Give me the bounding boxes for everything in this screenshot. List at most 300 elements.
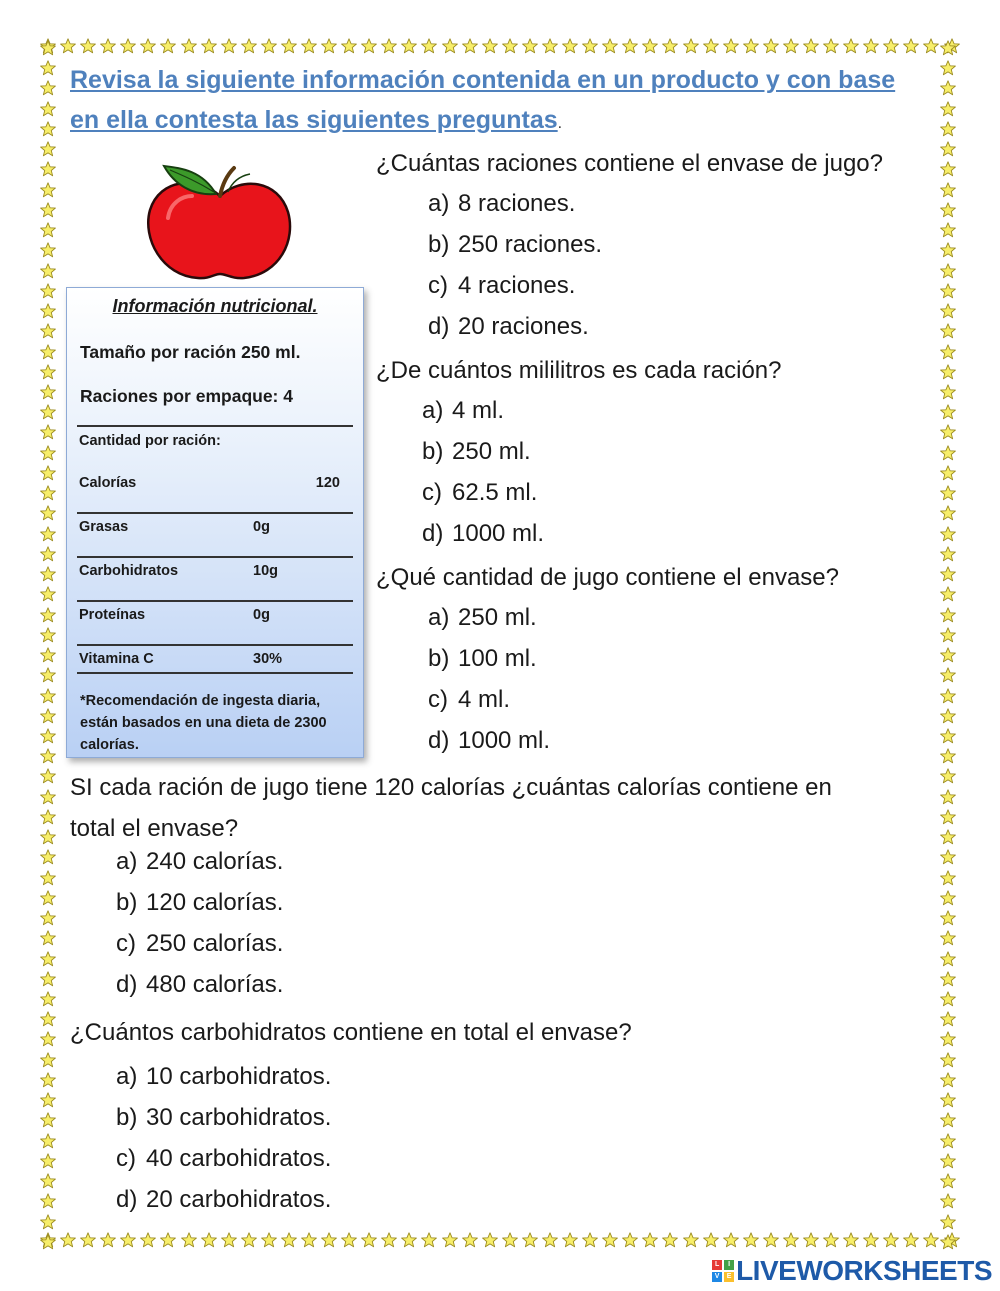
logo-letter: V bbox=[712, 1272, 722, 1282]
star-icon bbox=[783, 1232, 799, 1248]
star-icon bbox=[40, 465, 56, 481]
option-text: 8 raciones. bbox=[458, 190, 576, 217]
question-5-option-a[interactable] bbox=[116, 1063, 331, 1091]
question-4-option-a[interactable] bbox=[116, 848, 283, 876]
star-icon bbox=[823, 1232, 839, 1248]
star-icon bbox=[40, 910, 56, 926]
star-icon bbox=[40, 445, 56, 461]
star-icon bbox=[40, 768, 56, 784]
star-icon bbox=[940, 849, 956, 865]
star-icon bbox=[40, 101, 56, 117]
star-icon bbox=[281, 38, 297, 54]
star-icon bbox=[361, 1232, 377, 1248]
option-letter: c) bbox=[422, 479, 442, 506]
star-icon bbox=[40, 202, 56, 218]
star-icon bbox=[940, 485, 956, 501]
star-icon bbox=[221, 38, 237, 54]
star-icon bbox=[703, 1232, 719, 1248]
star-icon bbox=[940, 627, 956, 643]
question-3-option-a[interactable] bbox=[428, 604, 537, 632]
star-icon bbox=[940, 930, 956, 946]
star-icon bbox=[40, 890, 56, 906]
star-icon bbox=[40, 141, 56, 157]
question-1-option-c[interactable] bbox=[428, 272, 575, 300]
star-icon bbox=[743, 1232, 759, 1248]
star-icon bbox=[843, 1232, 859, 1248]
question-1: ¿Cuántas raciones contiene el envase de jugo? bbox=[376, 150, 883, 177]
star-icon bbox=[763, 38, 779, 54]
question-4: SI cada ración de jugo tiene 120 calorías ¿cuántas calorías contiene en bbox=[70, 774, 832, 801]
star-icon bbox=[40, 566, 56, 582]
star-icon bbox=[743, 38, 759, 54]
star-icon bbox=[883, 38, 899, 54]
star-icon bbox=[442, 1232, 458, 1248]
star-icon bbox=[40, 1173, 56, 1189]
question-5: ¿Cuántos carbohidratos contiene en total el envase? bbox=[70, 1019, 632, 1046]
option-text: 20 raciones. bbox=[458, 313, 589, 340]
star-icon bbox=[261, 38, 277, 54]
star-icon bbox=[940, 667, 956, 683]
star-icon bbox=[940, 202, 956, 218]
label-divider bbox=[77, 556, 353, 558]
option-text: 4 ml. bbox=[452, 397, 505, 424]
star-icon bbox=[221, 1232, 237, 1248]
star-icon bbox=[662, 38, 678, 54]
nutrient-name: Carbohidratos bbox=[79, 563, 179, 579]
star-icon bbox=[940, 910, 956, 926]
question-5-option-d[interactable] bbox=[116, 1186, 331, 1214]
star-icon bbox=[940, 404, 956, 420]
star-icon bbox=[482, 38, 498, 54]
star-icon bbox=[40, 789, 56, 805]
star-icon bbox=[40, 849, 56, 865]
star-icon bbox=[40, 526, 56, 542]
option-text: 30 carbohidratos. bbox=[146, 1104, 332, 1131]
star-icon bbox=[241, 1232, 257, 1248]
option-text: 1000 ml. bbox=[458, 727, 551, 754]
star-icon bbox=[40, 303, 56, 319]
star-icon bbox=[40, 1072, 56, 1088]
star-icon bbox=[100, 1232, 116, 1248]
star-icon bbox=[940, 60, 956, 76]
star-icon bbox=[40, 708, 56, 724]
star-border-bottom bbox=[40, 1232, 960, 1252]
option-text: 40 carbohidratos. bbox=[146, 1145, 332, 1172]
option-text: 480 calorías. bbox=[146, 971, 284, 998]
star-icon bbox=[940, 384, 956, 400]
star-icon bbox=[923, 1232, 939, 1248]
star-icon bbox=[401, 38, 417, 54]
star-icon bbox=[683, 38, 699, 54]
star-icon bbox=[60, 38, 76, 54]
star-icon bbox=[940, 1072, 956, 1088]
star-icon bbox=[201, 38, 217, 54]
star-icon bbox=[361, 38, 377, 54]
question-5-option-b[interactable] bbox=[116, 1104, 331, 1132]
question-1-option-b[interactable] bbox=[428, 231, 602, 259]
nutrient-name: Vitamina C bbox=[79, 651, 154, 667]
apple-icon bbox=[140, 158, 300, 283]
star-icon bbox=[261, 1232, 277, 1248]
nutrient-value: 0g bbox=[253, 607, 270, 623]
liveworksheets-logo[interactable] bbox=[712, 1256, 992, 1286]
question-5-option-c[interactable] bbox=[116, 1145, 331, 1173]
star-icon bbox=[940, 222, 956, 238]
option-letter: c) bbox=[428, 686, 448, 713]
star-icon bbox=[281, 1232, 297, 1248]
star-icon bbox=[562, 38, 578, 54]
star-icon bbox=[940, 182, 956, 198]
star-icon bbox=[863, 38, 879, 54]
star-icon bbox=[40, 728, 56, 744]
star-icon bbox=[940, 546, 956, 562]
star-icon bbox=[940, 971, 956, 987]
question-3: ¿Qué cantidad de jugo contiene el envase? bbox=[376, 564, 839, 591]
star-icon bbox=[502, 1232, 518, 1248]
option-letter: b) bbox=[422, 438, 444, 465]
star-icon bbox=[723, 38, 739, 54]
label-divider bbox=[77, 644, 353, 646]
question-4-line-2: total el envase? bbox=[70, 815, 239, 842]
star-icon bbox=[940, 505, 956, 521]
option-letter: a) bbox=[428, 604, 450, 631]
star-icon bbox=[940, 1214, 956, 1230]
star-icon bbox=[301, 1232, 317, 1248]
option-text: 240 calorías. bbox=[146, 848, 284, 875]
option-text: 1000 ml. bbox=[452, 520, 545, 547]
star-icon bbox=[80, 38, 96, 54]
serving-size: Tamaño por ración 250 ml. bbox=[80, 342, 301, 362]
star-icon bbox=[482, 1232, 498, 1248]
star-icon bbox=[341, 38, 357, 54]
star-icon bbox=[40, 1031, 56, 1047]
nutrient-name: Proteínas bbox=[79, 607, 146, 623]
star-icon bbox=[40, 1214, 56, 1230]
star-icon bbox=[160, 38, 176, 54]
servings-per-package: Raciones por empaque: 4 bbox=[80, 386, 293, 406]
option-text: 10 carbohidratos. bbox=[146, 1063, 332, 1090]
star-icon bbox=[40, 1234, 56, 1250]
star-icon bbox=[40, 1011, 56, 1027]
question-2-option-c[interactable] bbox=[422, 479, 537, 507]
star-icon bbox=[40, 364, 56, 380]
label-divider bbox=[77, 672, 353, 674]
star-icon bbox=[602, 38, 618, 54]
star-border-top bbox=[40, 38, 960, 58]
star-icon bbox=[40, 586, 56, 602]
option-letter: d) bbox=[422, 520, 444, 547]
star-icon bbox=[622, 1232, 638, 1248]
star-icon bbox=[940, 607, 956, 623]
star-icon bbox=[40, 161, 56, 177]
option-letter: d) bbox=[116, 971, 138, 998]
option-text: 250 ml. bbox=[458, 604, 537, 631]
instructions-heading bbox=[70, 60, 930, 144]
label-divider bbox=[77, 425, 353, 427]
star-icon bbox=[40, 222, 56, 238]
brand-name: LIVEWORKSHEETS bbox=[736, 1255, 992, 1286]
option-letter: d) bbox=[428, 313, 450, 340]
star-icon bbox=[940, 303, 956, 319]
option-letter: a) bbox=[428, 190, 450, 217]
star-icon bbox=[181, 38, 197, 54]
star-icon bbox=[940, 364, 956, 380]
star-icon bbox=[502, 38, 518, 54]
star-icon bbox=[542, 1232, 558, 1248]
option-text: 100 ml. bbox=[458, 645, 537, 672]
star-icon bbox=[940, 1112, 956, 1128]
star-icon bbox=[40, 1112, 56, 1128]
option-text: 20 carbohidratos. bbox=[146, 1186, 332, 1213]
option-letter: c) bbox=[116, 930, 136, 957]
star-icon bbox=[40, 1052, 56, 1068]
option-text: 250 calorías. bbox=[146, 930, 284, 957]
star-icon bbox=[40, 991, 56, 1007]
star-icon bbox=[940, 890, 956, 906]
star-icon bbox=[40, 1092, 56, 1108]
star-icon bbox=[40, 242, 56, 258]
star-icon bbox=[40, 121, 56, 137]
star-icon bbox=[940, 526, 956, 542]
star-icon bbox=[940, 161, 956, 177]
star-icon bbox=[940, 1153, 956, 1169]
star-icon bbox=[940, 1092, 956, 1108]
question-4-option-d[interactable] bbox=[116, 971, 283, 999]
star-icon bbox=[662, 1232, 678, 1248]
star-icon bbox=[40, 1193, 56, 1209]
amount-per-serving bbox=[79, 433, 354, 477]
star-icon bbox=[940, 242, 956, 258]
star-icon bbox=[903, 38, 919, 54]
option-text: 250 ml. bbox=[452, 438, 531, 465]
option-letter: c) bbox=[428, 272, 448, 299]
logo-grid-icon bbox=[712, 1260, 734, 1282]
star-icon bbox=[140, 1232, 156, 1248]
star-icon bbox=[602, 1232, 618, 1248]
star-icon bbox=[940, 708, 956, 724]
star-icon bbox=[940, 1193, 956, 1209]
star-icon bbox=[100, 38, 116, 54]
option-letter: a) bbox=[116, 848, 138, 875]
nutrient-value: 10g bbox=[253, 563, 278, 579]
question-2-option-d[interactable] bbox=[422, 520, 544, 548]
star-icon bbox=[462, 38, 478, 54]
star-icon bbox=[40, 667, 56, 683]
label-divider bbox=[77, 512, 353, 514]
question-2-option-b[interactable] bbox=[422, 438, 531, 466]
star-icon bbox=[40, 1153, 56, 1169]
star-icon bbox=[940, 121, 956, 137]
option-text: 120 calorías. bbox=[146, 889, 284, 916]
option-text: 62.5 ml. bbox=[452, 479, 538, 506]
star-icon bbox=[462, 1232, 478, 1248]
nutrient-value: 30% bbox=[253, 651, 283, 667]
star-icon bbox=[40, 627, 56, 643]
star-icon bbox=[940, 424, 956, 440]
question-3-option-c[interactable] bbox=[428, 686, 510, 714]
star-icon bbox=[723, 1232, 739, 1248]
star-icon bbox=[940, 728, 956, 744]
star-icon bbox=[940, 748, 956, 764]
star-icon bbox=[940, 80, 956, 96]
star-icon bbox=[40, 424, 56, 440]
star-icon bbox=[940, 829, 956, 845]
option-letter: b) bbox=[116, 889, 138, 916]
question-1-option-a[interactable] bbox=[428, 190, 575, 218]
star-icon bbox=[940, 1031, 956, 1047]
star-icon bbox=[40, 485, 56, 501]
star-icon bbox=[622, 38, 638, 54]
star-icon bbox=[940, 991, 956, 1007]
star-icon bbox=[40, 344, 56, 360]
star-icon bbox=[803, 1232, 819, 1248]
star-icon bbox=[120, 38, 136, 54]
star-icon bbox=[940, 1052, 956, 1068]
nutrient-value: 0g bbox=[253, 519, 270, 535]
nutrient-value: 120 bbox=[315, 475, 340, 491]
star-icon bbox=[940, 870, 956, 886]
logo-letter: E bbox=[724, 1272, 734, 1282]
star-icon bbox=[40, 870, 56, 886]
star-icon bbox=[40, 688, 56, 704]
star-icon bbox=[40, 283, 56, 299]
star-icon bbox=[940, 465, 956, 481]
star-icon bbox=[40, 951, 56, 967]
option-letter: a) bbox=[422, 397, 444, 424]
star-icon bbox=[823, 38, 839, 54]
star-icon bbox=[940, 283, 956, 299]
star-icon bbox=[903, 1232, 919, 1248]
star-icon bbox=[940, 344, 956, 360]
question-3-option-b[interactable] bbox=[428, 645, 537, 673]
nutrient-name: Calorías bbox=[79, 475, 137, 491]
star-icon bbox=[120, 1232, 136, 1248]
star-icon bbox=[341, 1232, 357, 1248]
star-icon bbox=[381, 38, 397, 54]
star-icon bbox=[940, 263, 956, 279]
star-icon bbox=[940, 566, 956, 582]
star-icon bbox=[201, 1232, 217, 1248]
star-icon bbox=[40, 748, 56, 764]
star-icon bbox=[241, 38, 257, 54]
question-4-option-b[interactable] bbox=[116, 889, 283, 917]
nutrient-name: Grasas bbox=[79, 519, 129, 535]
star-icon bbox=[703, 38, 719, 54]
star-icon bbox=[40, 930, 56, 946]
option-letter: b) bbox=[428, 231, 450, 258]
option-letter: c) bbox=[116, 1145, 136, 1172]
star-icon bbox=[522, 1232, 538, 1248]
star-border-left bbox=[40, 40, 60, 1250]
star-icon bbox=[40, 607, 56, 623]
star-icon bbox=[940, 768, 956, 784]
star-icon bbox=[940, 688, 956, 704]
star-icon bbox=[843, 38, 859, 54]
star-icon bbox=[40, 1133, 56, 1149]
option-letter: b) bbox=[428, 645, 450, 672]
star-icon bbox=[160, 1232, 176, 1248]
star-icon bbox=[940, 445, 956, 461]
star-icon bbox=[940, 1234, 956, 1250]
question-2-option-a[interactable] bbox=[422, 397, 504, 425]
star-icon bbox=[40, 384, 56, 400]
star-icon bbox=[40, 60, 56, 76]
star-icon bbox=[301, 38, 317, 54]
daily-intake-note: *Recomendación de ingesta diaria, están basados en una dieta de 2300 calorías. bbox=[80, 693, 327, 753]
option-letter: d) bbox=[428, 727, 450, 754]
question-2: ¿De cuántos mililitros es cada ración? bbox=[376, 357, 782, 384]
star-icon bbox=[940, 647, 956, 663]
star-icon bbox=[321, 1232, 337, 1248]
star-icon bbox=[940, 141, 956, 157]
question-4-option-c[interactable] bbox=[116, 930, 283, 958]
option-text: 250 raciones. bbox=[458, 231, 603, 258]
star-icon bbox=[60, 1232, 76, 1248]
star-icon bbox=[181, 1232, 197, 1248]
star-icon bbox=[683, 1232, 699, 1248]
star-icon bbox=[763, 1232, 779, 1248]
star-icon bbox=[582, 38, 598, 54]
star-icon bbox=[442, 38, 458, 54]
star-icon bbox=[940, 809, 956, 825]
star-icon bbox=[940, 789, 956, 805]
nutrition-label bbox=[66, 287, 364, 758]
option-letter: b) bbox=[116, 1104, 138, 1131]
star-icon bbox=[40, 505, 56, 521]
star-icon bbox=[542, 38, 558, 54]
star-icon bbox=[381, 1232, 397, 1248]
star-icon bbox=[40, 323, 56, 339]
option-text: 4 raciones. bbox=[458, 272, 576, 299]
star-icon bbox=[40, 647, 56, 663]
star-icon bbox=[863, 1232, 879, 1248]
star-icon bbox=[582, 1232, 598, 1248]
amount-per-serving-label: Cantidad por ración: bbox=[79, 433, 221, 449]
star-icon bbox=[642, 38, 658, 54]
star-border-right bbox=[940, 40, 960, 1250]
star-icon bbox=[642, 1232, 658, 1248]
star-icon bbox=[940, 101, 956, 117]
star-icon bbox=[923, 38, 939, 54]
star-icon bbox=[40, 40, 56, 56]
star-icon bbox=[140, 38, 156, 54]
star-icon bbox=[421, 38, 437, 54]
instructions-period: . bbox=[557, 115, 563, 132]
instructions-text: Revisa la siguiente información contenida en un producto y con base en ella contesta las siguientes preguntas bbox=[70, 66, 896, 134]
star-icon bbox=[940, 40, 956, 56]
star-icon bbox=[40, 809, 56, 825]
star-icon bbox=[401, 1232, 417, 1248]
logo-letter: L bbox=[712, 1260, 722, 1270]
star-icon bbox=[940, 1133, 956, 1149]
star-icon bbox=[940, 1173, 956, 1189]
question-3-option-d[interactable] bbox=[428, 727, 550, 755]
star-icon bbox=[40, 971, 56, 987]
star-icon bbox=[40, 263, 56, 279]
nutrition-label-title: Información nutricional. bbox=[112, 296, 318, 316]
star-icon bbox=[421, 1232, 437, 1248]
question-1-option-d[interactable] bbox=[428, 313, 589, 341]
logo-letter: I bbox=[724, 1260, 734, 1270]
label-divider bbox=[77, 600, 353, 602]
star-icon bbox=[522, 38, 538, 54]
option-text: 4 ml. bbox=[458, 686, 511, 713]
star-icon bbox=[40, 404, 56, 420]
star-icon bbox=[321, 38, 337, 54]
star-icon bbox=[40, 829, 56, 845]
star-icon bbox=[940, 1011, 956, 1027]
star-icon bbox=[940, 323, 956, 339]
